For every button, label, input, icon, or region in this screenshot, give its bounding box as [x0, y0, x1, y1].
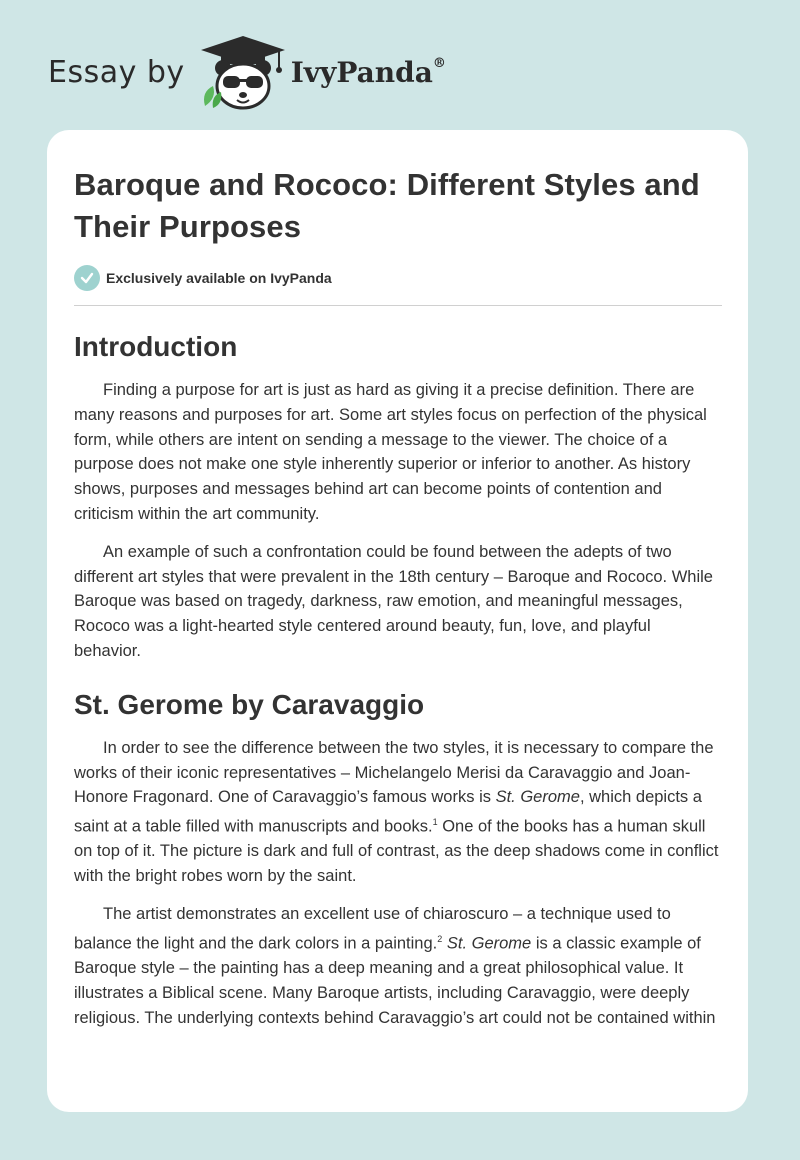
text-span: One of the books has a human skull on top of it. The picture is dark and full of contrast, as the deep shadows come in conflict with the bright robes worn by the saint.	[74, 817, 719, 886]
text-span: is a classic example of Baroque style – the painting has a deep meaning and a great philosophical value. It illustrates a Biblical scene. Many Baroque artists, including Caravaggio, were deeply religious. The underlying contexts behind Caravaggio’s art could not be contained within	[74, 934, 716, 1027]
brand-header	[48, 34, 446, 110]
exclusive-badge	[74, 265, 722, 306]
brand-name[interactable]	[291, 56, 446, 89]
section-heading-st-gerome: St. Gerome by Caravaggio	[74, 688, 425, 720]
artwork-title: St. Gerome	[495, 788, 580, 807]
brand-name-text: IvyPanda	[290, 55, 433, 89]
text-span: In order to see the difference between the two styles, it is necessary to compare the works of their iconic representatives – Michelangelo Merisi da Caravaggio and Joan-Honore Fragonard. One of Caravaggio’s famous works is	[74, 738, 714, 807]
footnote-ref-1[interactable]: 1	[432, 817, 438, 828]
text-span: , which depicts a saint at a table filled with manuscripts and books.	[74, 788, 702, 836]
gerome-paragraph-2	[74, 902, 722, 1030]
checkmark-icon	[74, 265, 100, 291]
exclusive-label: Exclusively available on IvyPanda	[106, 270, 332, 286]
intro-paragraph-2: An example of such a confrontation could be found between the adepts of two different art styles that were prevalent in the 18th century – Baroque and Rococo. While Baroque was based on tragedy, darkness, raw emotion, and meaningful messages, Rococo was a light-hearted style centered around beauty, fun, love, and playful behavior.	[74, 542, 713, 660]
brand-prefix: Essay by	[48, 54, 185, 90]
article-title: Baroque and Rococo: Different Styles and Their Purposes	[74, 167, 700, 244]
panda-logo-icon[interactable]	[199, 34, 287, 110]
text-span: The artist demonstrates an excellent use of chiaroscuro – a technique used to balance the light and the dark colors in a painting.	[74, 905, 671, 953]
footnote-ref-2[interactable]: 2	[437, 933, 443, 944]
article-card	[47, 130, 748, 1112]
gerome-paragraph-1	[74, 736, 722, 889]
intro-paragraph-1: Finding a purpose for art is just as hard as giving it a precise definition. There are many reasons and purposes for art. Some art styles focus on perfection of the physical form, while others are intent on sending a message to the viewer. The choice of a purpose does not make one style inherently superior or inferior to another. As history shows, purposes and messages behind art can become points of contention and criticism within the art community.	[74, 381, 707, 523]
section-heading-introduction: Introduction	[74, 331, 238, 362]
artwork-title: St. Gerome	[446, 934, 532, 953]
registered-mark: ®	[432, 56, 446, 72]
